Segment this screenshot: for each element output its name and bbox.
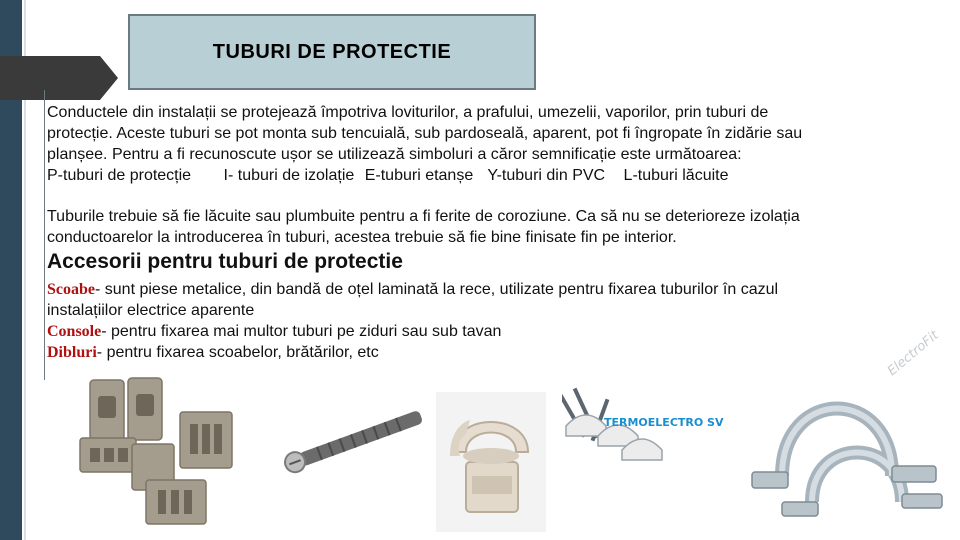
steel-saddles-image xyxy=(742,306,960,540)
steel-watermark: ElectroFit xyxy=(884,328,942,380)
legend-item-y: Y-tuburi din PVC xyxy=(487,167,606,184)
intro-line: planșee. Pentru a fi recunoscute ușor se utilizează simboluri a căror semnificație este următoarea: xyxy=(47,146,742,163)
dark-arrow-shape xyxy=(0,56,118,100)
intro-paragraph xyxy=(47,102,927,186)
note-line: conductoarelor la introducerea în tuburi, acestea trebuie să fie bine finisate fin pe interior. xyxy=(47,229,677,246)
note-paragraph xyxy=(47,206,927,248)
accessory-description: instalațiilor electrice aparente xyxy=(47,302,255,319)
accessory-description: - sunt piese metalice, din bandă de oțel laminată la rece, utilizate pentru fixarea tuburilor în cazul xyxy=(95,281,779,298)
term-dibluri: Dibluri xyxy=(47,344,97,361)
accessory-description: - pentru fixarea mai multor tuburi pe ziduri sau sub tavan xyxy=(101,323,502,340)
term-console: Console xyxy=(47,323,102,340)
plastic-consoles-image xyxy=(68,372,238,532)
intro-line: Conductele din instalații se protejează împotriva loviturilor, a prafului, umezelii, vaporilor, prin tuburi de xyxy=(47,104,769,121)
title-box xyxy=(128,14,536,90)
frame-line xyxy=(44,90,45,380)
accessory-description: - pentru fixarea scoabelor, brătărilor, etc xyxy=(96,344,379,361)
pvc-clip-image xyxy=(436,392,546,532)
clamp-watermark: TERMOELECTRO SV xyxy=(604,416,724,429)
nail-clamps-image xyxy=(562,380,740,488)
legend-item-l: L-tuburi lăcuite xyxy=(623,167,729,184)
legend-item-i: I- tuburi de izolație xyxy=(223,167,355,184)
accessory-item-scoabe xyxy=(47,279,927,300)
wall-plug-image xyxy=(268,406,428,482)
slide-title: TUBURI DE PROTECTIE xyxy=(212,40,452,63)
symbol-legend xyxy=(47,165,927,186)
legend-item-e: E-tuburi etanșe xyxy=(364,167,474,184)
accessories-heading: Accesorii pentru tuburi de protectie xyxy=(47,250,403,273)
term-scoabe: Scoabe xyxy=(47,281,95,298)
intro-line: protecție. Aceste tuburi se pot monta sub tencuială, sub pardoseală, aparent, pot fi îngropate în zidărie sau xyxy=(47,125,803,142)
note-line: Tuburile trebuie să fie lăcuite sau plumbuite pentru a fi ferite de coroziune. Ca să nu se deterioreze izolația xyxy=(47,208,800,225)
legend-item-p: P-tuburi de protecție xyxy=(47,167,192,184)
